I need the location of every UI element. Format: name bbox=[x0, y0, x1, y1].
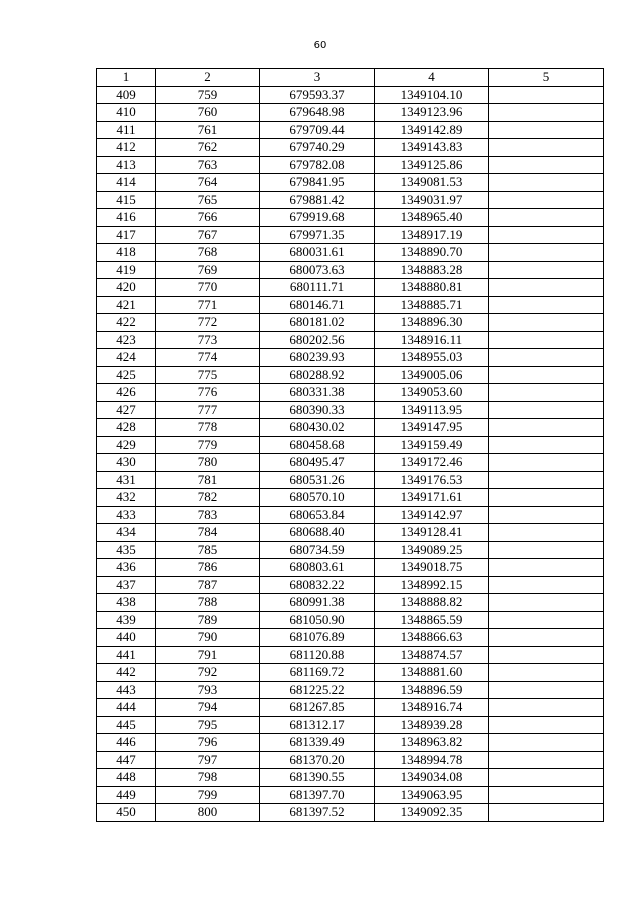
table-cell-col-1: 434 bbox=[97, 524, 156, 542]
table-cell-col-2: 784 bbox=[156, 524, 260, 542]
table-row bbox=[97, 174, 604, 192]
table-cell-col-1: 421 bbox=[97, 296, 156, 314]
table-cell-col-4: 1348883.28 bbox=[375, 261, 489, 279]
table-row bbox=[97, 576, 604, 594]
table-cell-col-4: 1348992.15 bbox=[375, 576, 489, 594]
table-cell-col-1: 425 bbox=[97, 366, 156, 384]
table-row bbox=[97, 401, 604, 419]
table-cell-col-2: 760 bbox=[156, 104, 260, 122]
table-cell-col-2: 793 bbox=[156, 681, 260, 699]
table-cell-col-2: 766 bbox=[156, 209, 260, 227]
table-cell-col-1: 419 bbox=[97, 261, 156, 279]
table-cell-col-2: 792 bbox=[156, 664, 260, 682]
table-cell-col-5 bbox=[489, 506, 604, 524]
table-cell-col-2: 796 bbox=[156, 734, 260, 752]
table-cell-col-2: 782 bbox=[156, 489, 260, 507]
table-cell-col-3: 679841.95 bbox=[260, 174, 375, 192]
coordinates-table bbox=[96, 68, 604, 822]
table-cell-col-4: 1348916.74 bbox=[375, 699, 489, 717]
table-cell-col-2: 795 bbox=[156, 716, 260, 734]
table-cell-col-4: 1349034.08 bbox=[375, 769, 489, 787]
table-cell-col-1: 423 bbox=[97, 331, 156, 349]
table-cell-col-1: 444 bbox=[97, 699, 156, 717]
table-row bbox=[97, 769, 604, 787]
table-cell-col-3: 680111.71 bbox=[260, 279, 375, 297]
table-cell-col-4: 1349031.97 bbox=[375, 191, 489, 209]
column-header-5: 5 bbox=[489, 69, 604, 87]
table-cell-col-2: 764 bbox=[156, 174, 260, 192]
table-row bbox=[97, 716, 604, 734]
table-cell-col-4: 1349172.46 bbox=[375, 454, 489, 472]
table-cell-col-5 bbox=[489, 664, 604, 682]
table-cell-col-5 bbox=[489, 699, 604, 717]
table-cell-col-3: 680688.40 bbox=[260, 524, 375, 542]
table-cell-col-1: 416 bbox=[97, 209, 156, 227]
table-cell-col-1: 429 bbox=[97, 436, 156, 454]
table-cell-col-1: 436 bbox=[97, 559, 156, 577]
table-cell-col-1: 410 bbox=[97, 104, 156, 122]
table-cell-col-5 bbox=[489, 524, 604, 542]
table-cell-col-1: 433 bbox=[97, 506, 156, 524]
table-row bbox=[97, 541, 604, 559]
table-row bbox=[97, 559, 604, 577]
table-cell-col-1: 435 bbox=[97, 541, 156, 559]
table-cell-col-5 bbox=[489, 314, 604, 332]
table-cell-col-1: 450 bbox=[97, 804, 156, 822]
table-cell-col-3: 681169.72 bbox=[260, 664, 375, 682]
table-cell-col-1: 411 bbox=[97, 121, 156, 139]
table-cell-col-2: 769 bbox=[156, 261, 260, 279]
table-cell-col-5 bbox=[489, 734, 604, 752]
table-cell-col-3: 680430.02 bbox=[260, 419, 375, 437]
table-cell-col-3: 679740.29 bbox=[260, 139, 375, 157]
table-cell-col-4: 1348881.60 bbox=[375, 664, 489, 682]
table-cell-col-4: 1348963.82 bbox=[375, 734, 489, 752]
table-cell-col-3: 680832.22 bbox=[260, 576, 375, 594]
table-cell-col-1: 431 bbox=[97, 471, 156, 489]
table-cell-col-3: 680991.38 bbox=[260, 594, 375, 612]
table-cell-col-1: 426 bbox=[97, 384, 156, 402]
table-row bbox=[97, 629, 604, 647]
table-cell-col-3: 680181.02 bbox=[260, 314, 375, 332]
table-cell-col-4: 1349104.10 bbox=[375, 86, 489, 104]
table-cell-col-1: 441 bbox=[97, 646, 156, 664]
table-row bbox=[97, 436, 604, 454]
column-header-4: 4 bbox=[375, 69, 489, 87]
table-cell-col-3: 680458.68 bbox=[260, 436, 375, 454]
table-row bbox=[97, 611, 604, 629]
page-number: 60 bbox=[313, 40, 327, 51]
table-cell-col-5 bbox=[489, 209, 604, 227]
table-cell-col-5 bbox=[489, 226, 604, 244]
table-cell-col-5 bbox=[489, 454, 604, 472]
table-row bbox=[97, 681, 604, 699]
table-cell-col-3: 681390.55 bbox=[260, 769, 375, 787]
table-cell-col-2: 772 bbox=[156, 314, 260, 332]
table-cell-col-3: 680073.63 bbox=[260, 261, 375, 279]
table-row bbox=[97, 664, 604, 682]
table-cell-col-4: 1348939.28 bbox=[375, 716, 489, 734]
table-cell-col-1: 412 bbox=[97, 139, 156, 157]
table-cell-col-4: 1349147.95 bbox=[375, 419, 489, 437]
table-cell-col-3: 680570.10 bbox=[260, 489, 375, 507]
table-cell-col-2: 787 bbox=[156, 576, 260, 594]
table-cell-col-3: 681312.17 bbox=[260, 716, 375, 734]
table-cell-col-1: 420 bbox=[97, 279, 156, 297]
table-cell-col-1: 424 bbox=[97, 349, 156, 367]
table-row bbox=[97, 244, 604, 262]
table-cell-col-3: 681120.88 bbox=[260, 646, 375, 664]
table-cell-col-2: 767 bbox=[156, 226, 260, 244]
table-cell-col-5 bbox=[489, 104, 604, 122]
table-row bbox=[97, 366, 604, 384]
table-cell-col-3: 679971.35 bbox=[260, 226, 375, 244]
table-cell-col-4: 1348888.82 bbox=[375, 594, 489, 612]
table-row bbox=[97, 139, 604, 157]
table-cell-col-1: 440 bbox=[97, 629, 156, 647]
table-cell-col-4: 1349053.60 bbox=[375, 384, 489, 402]
table-cell-col-4: 1348880.81 bbox=[375, 279, 489, 297]
table-row bbox=[97, 226, 604, 244]
table-cell-col-3: 681339.49 bbox=[260, 734, 375, 752]
table-cell-col-5 bbox=[489, 436, 604, 454]
table-row bbox=[97, 646, 604, 664]
table-cell-col-3: 681076.89 bbox=[260, 629, 375, 647]
table-row bbox=[97, 261, 604, 279]
table-cell-col-4: 1349081.53 bbox=[375, 174, 489, 192]
table-cell-col-2: 762 bbox=[156, 139, 260, 157]
table-cell-col-1: 432 bbox=[97, 489, 156, 507]
table-cell-col-1: 414 bbox=[97, 174, 156, 192]
table-cell-col-4: 1349128.41 bbox=[375, 524, 489, 542]
table-cell-col-1: 430 bbox=[97, 454, 156, 472]
table-cell-col-4: 1349005.06 bbox=[375, 366, 489, 384]
table-cell-col-2: 794 bbox=[156, 699, 260, 717]
table-cell-col-2: 791 bbox=[156, 646, 260, 664]
table-cell-col-2: 799 bbox=[156, 786, 260, 804]
table-row bbox=[97, 384, 604, 402]
table-cell-col-4: 1348890.70 bbox=[375, 244, 489, 262]
table-cell-col-3: 680331.38 bbox=[260, 384, 375, 402]
table-cell-col-3: 680495.47 bbox=[260, 454, 375, 472]
table-cell-col-4: 1349113.95 bbox=[375, 401, 489, 419]
table-cell-col-1: 438 bbox=[97, 594, 156, 612]
table-cell-col-5 bbox=[489, 86, 604, 104]
table-header-row bbox=[97, 69, 604, 87]
table-cell-col-2: 770 bbox=[156, 279, 260, 297]
table-cell-col-5 bbox=[489, 646, 604, 664]
table-cell-col-1: 445 bbox=[97, 716, 156, 734]
table-cell-col-4: 1349143.83 bbox=[375, 139, 489, 157]
table-row bbox=[97, 524, 604, 542]
table-row bbox=[97, 506, 604, 524]
table-cell-col-5 bbox=[489, 384, 604, 402]
table-cell-col-1: 448 bbox=[97, 769, 156, 787]
table-cell-col-1: 437 bbox=[97, 576, 156, 594]
table-cell-col-4: 1348917.19 bbox=[375, 226, 489, 244]
table-cell-col-1: 427 bbox=[97, 401, 156, 419]
table-row bbox=[97, 786, 604, 804]
table-cell-col-3: 681225.22 bbox=[260, 681, 375, 699]
table-cell-col-4: 1348965.40 bbox=[375, 209, 489, 227]
table-cell-col-3: 680288.92 bbox=[260, 366, 375, 384]
table-cell-col-1: 413 bbox=[97, 156, 156, 174]
table-row bbox=[97, 751, 604, 769]
table-cell-col-5 bbox=[489, 541, 604, 559]
table-cell-col-2: 771 bbox=[156, 296, 260, 314]
table-cell-col-4: 1349063.95 bbox=[375, 786, 489, 804]
table-row bbox=[97, 191, 604, 209]
table-cell-col-3: 680146.71 bbox=[260, 296, 375, 314]
table-cell-col-5 bbox=[489, 261, 604, 279]
table-cell-col-5 bbox=[489, 419, 604, 437]
table-cell-col-1: 409 bbox=[97, 86, 156, 104]
table-cell-col-4: 1349142.89 bbox=[375, 121, 489, 139]
table-row bbox=[97, 104, 604, 122]
table-cell-col-5 bbox=[489, 594, 604, 612]
table-cell-col-5 bbox=[489, 629, 604, 647]
table-cell-col-4: 1348994.78 bbox=[375, 751, 489, 769]
table-cell-col-5 bbox=[489, 191, 604, 209]
table-cell-col-5 bbox=[489, 611, 604, 629]
table-cell-col-3: 679919.68 bbox=[260, 209, 375, 227]
table-cell-col-3: 680390.33 bbox=[260, 401, 375, 419]
table-cell-col-2: 778 bbox=[156, 419, 260, 437]
table-cell-col-4: 1349123.96 bbox=[375, 104, 489, 122]
table-cell-col-4: 1349089.25 bbox=[375, 541, 489, 559]
table-cell-col-5 bbox=[489, 471, 604, 489]
table-cell-col-2: 790 bbox=[156, 629, 260, 647]
table-cell-col-4: 1348885.71 bbox=[375, 296, 489, 314]
table-cell-col-5 bbox=[489, 349, 604, 367]
table-cell-col-3: 681370.20 bbox=[260, 751, 375, 769]
table-cell-col-1: 447 bbox=[97, 751, 156, 769]
table-cell-col-4: 1349018.75 bbox=[375, 559, 489, 577]
table-row bbox=[97, 454, 604, 472]
table-cell-col-5 bbox=[489, 804, 604, 822]
table-cell-col-2: 785 bbox=[156, 541, 260, 559]
table-row bbox=[97, 121, 604, 139]
table-row bbox=[97, 209, 604, 227]
table-cell-col-2: 781 bbox=[156, 471, 260, 489]
table-cell-col-2: 765 bbox=[156, 191, 260, 209]
table-cell-col-5 bbox=[489, 489, 604, 507]
table-cell-col-2: 773 bbox=[156, 331, 260, 349]
table-cell-col-3: 679881.42 bbox=[260, 191, 375, 209]
table-cell-col-2: 789 bbox=[156, 611, 260, 629]
table-cell-col-3: 679648.98 bbox=[260, 104, 375, 122]
table-cell-col-3: 681397.70 bbox=[260, 786, 375, 804]
table-cell-col-2: 780 bbox=[156, 454, 260, 472]
table-cell-col-2: 761 bbox=[156, 121, 260, 139]
table-cell-col-4: 1348866.63 bbox=[375, 629, 489, 647]
table-cell-col-2: 779 bbox=[156, 436, 260, 454]
table-cell-col-3: 681267.85 bbox=[260, 699, 375, 717]
column-header-2: 2 bbox=[156, 69, 260, 87]
table-cell-col-5 bbox=[489, 559, 604, 577]
table-cell-col-3: 680202.56 bbox=[260, 331, 375, 349]
table-cell-col-2: 775 bbox=[156, 366, 260, 384]
table-cell-col-1: 449 bbox=[97, 786, 156, 804]
table-cell-col-5 bbox=[489, 716, 604, 734]
table-cell-col-5 bbox=[489, 401, 604, 419]
table-cell-col-1: 439 bbox=[97, 611, 156, 629]
table-cell-col-5 bbox=[489, 366, 604, 384]
table-cell-col-5 bbox=[489, 681, 604, 699]
table-cell-col-5 bbox=[489, 576, 604, 594]
table-cell-col-1: 417 bbox=[97, 226, 156, 244]
table-row bbox=[97, 331, 604, 349]
table-cell-col-2: 776 bbox=[156, 384, 260, 402]
column-header-1: 1 bbox=[97, 69, 156, 87]
table-cell-col-5 bbox=[489, 296, 604, 314]
table-cell-col-2: 797 bbox=[156, 751, 260, 769]
table-row bbox=[97, 349, 604, 367]
table-cell-col-4: 1349125.86 bbox=[375, 156, 489, 174]
table-cell-col-1: 418 bbox=[97, 244, 156, 262]
table-cell-col-1: 443 bbox=[97, 681, 156, 699]
table-cell-col-4: 1349176.53 bbox=[375, 471, 489, 489]
table-row bbox=[97, 699, 604, 717]
table-cell-col-5 bbox=[489, 751, 604, 769]
table-cell-col-4: 1349142.97 bbox=[375, 506, 489, 524]
table-cell-col-5 bbox=[489, 786, 604, 804]
table-cell-col-3: 680653.84 bbox=[260, 506, 375, 524]
table-cell-col-1: 442 bbox=[97, 664, 156, 682]
table-cell-col-1: 415 bbox=[97, 191, 156, 209]
table-cell-col-3: 681050.90 bbox=[260, 611, 375, 629]
table-cell-col-1: 422 bbox=[97, 314, 156, 332]
table-cell-col-2: 800 bbox=[156, 804, 260, 822]
table-cell-col-4: 1348916.11 bbox=[375, 331, 489, 349]
column-header-3: 3 bbox=[260, 69, 375, 87]
table-row bbox=[97, 296, 604, 314]
table-row bbox=[97, 594, 604, 612]
table-cell-col-5 bbox=[489, 279, 604, 297]
table-cell-col-2: 783 bbox=[156, 506, 260, 524]
table-cell-col-2: 774 bbox=[156, 349, 260, 367]
table-cell-col-2: 768 bbox=[156, 244, 260, 262]
table-cell-col-3: 679782.08 bbox=[260, 156, 375, 174]
table-cell-col-5 bbox=[489, 769, 604, 787]
table-cell-col-2: 777 bbox=[156, 401, 260, 419]
table-row bbox=[97, 471, 604, 489]
table-cell-col-3: 679593.37 bbox=[260, 86, 375, 104]
table-cell-col-4: 1348865.59 bbox=[375, 611, 489, 629]
table-cell-col-4: 1349092.35 bbox=[375, 804, 489, 822]
table-cell-col-3: 680031.61 bbox=[260, 244, 375, 262]
table-cell-col-4: 1348896.59 bbox=[375, 681, 489, 699]
table-cell-col-2: 759 bbox=[156, 86, 260, 104]
table-cell-col-3: 680531.26 bbox=[260, 471, 375, 489]
table-row bbox=[97, 314, 604, 332]
table-row bbox=[97, 86, 604, 104]
table-cell-col-5 bbox=[489, 244, 604, 262]
table-cell-col-5 bbox=[489, 139, 604, 157]
table-body bbox=[97, 86, 604, 821]
table-cell-col-1: 446 bbox=[97, 734, 156, 752]
table-cell-col-5 bbox=[489, 156, 604, 174]
table-cell-col-3: 680239.93 bbox=[260, 349, 375, 367]
table-cell-col-5 bbox=[489, 121, 604, 139]
table-cell-col-2: 786 bbox=[156, 559, 260, 577]
table-cell-col-4: 1348896.30 bbox=[375, 314, 489, 332]
table-row bbox=[97, 279, 604, 297]
table-cell-col-3: 679709.44 bbox=[260, 121, 375, 139]
table-row bbox=[97, 156, 604, 174]
table-row bbox=[97, 804, 604, 822]
table-cell-col-4: 1349159.49 bbox=[375, 436, 489, 454]
table-row bbox=[97, 734, 604, 752]
table-cell-col-1: 428 bbox=[97, 419, 156, 437]
table-row bbox=[97, 419, 604, 437]
table-cell-col-4: 1348955.03 bbox=[375, 349, 489, 367]
table-cell-col-2: 763 bbox=[156, 156, 260, 174]
table-cell-col-3: 680734.59 bbox=[260, 541, 375, 559]
table-cell-col-5 bbox=[489, 174, 604, 192]
table-cell-col-2: 788 bbox=[156, 594, 260, 612]
table-cell-col-2: 798 bbox=[156, 769, 260, 787]
table-cell-col-5 bbox=[489, 331, 604, 349]
table-cell-col-3: 681397.52 bbox=[260, 804, 375, 822]
table-cell-col-4: 1349171.61 bbox=[375, 489, 489, 507]
table-cell-col-4: 1348874.57 bbox=[375, 646, 489, 664]
table-row bbox=[97, 489, 604, 507]
table-cell-col-3: 680803.61 bbox=[260, 559, 375, 577]
